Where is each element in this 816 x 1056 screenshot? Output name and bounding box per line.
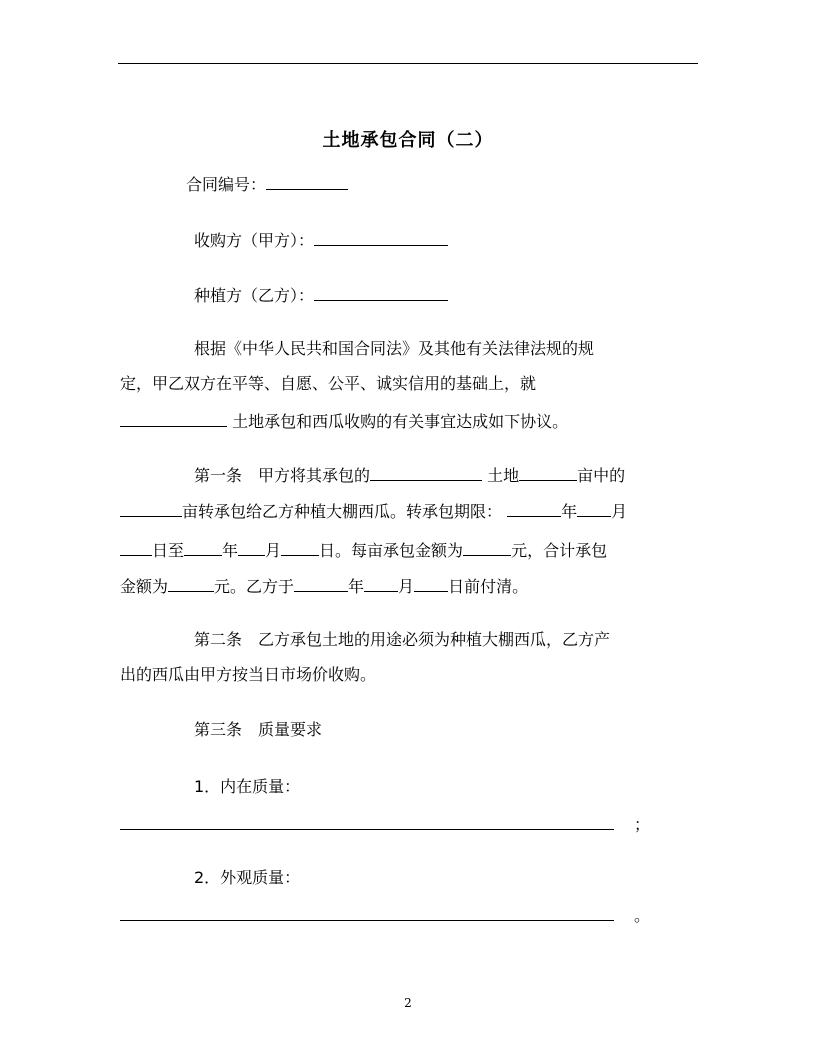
article1-line-3 [120, 538, 607, 562]
total-acre-blank [519, 463, 577, 481]
pay-month-blank [364, 574, 398, 592]
article2-line-2: 出的西瓜由甲方按当日市场价收购。 [120, 665, 377, 684]
start-month-label: 月 [611, 502, 628, 521]
header-rule [118, 63, 698, 64]
appearance-quality-blank [120, 920, 614, 921]
preamble-line-3 [120, 409, 568, 433]
total-amount-blank [168, 574, 214, 592]
price-per-acre-blank [463, 538, 511, 556]
end-year-label: 年 [222, 541, 239, 560]
article1-line-2 [120, 499, 627, 523]
start-month-blank [577, 499, 611, 517]
article1-text-5: 日至 [152, 541, 185, 560]
contract-number-blank [266, 172, 348, 190]
article1-text-7: 元，合计承包 [511, 541, 608, 560]
article3-heading: 第三条 质量要求 [194, 720, 323, 739]
pay-month-label: 月 [398, 577, 415, 596]
pay-day-blank [414, 574, 448, 592]
inner-quality-end: ； [634, 815, 651, 834]
pay-year-label: 年 [348, 577, 365, 596]
article1-line-4 [120, 574, 528, 598]
article1-line-1 [194, 463, 625, 487]
party-b-label: 种植方（乙方）： [194, 286, 315, 305]
party-a-label: 收购方（甲方）： [194, 231, 315, 250]
article1-text-8: 金额为 [120, 577, 169, 596]
page-number: 2 [404, 996, 412, 1010]
pay-year-blank [294, 574, 348, 592]
preamble-line-1: 根据《中华人民共和国合同法》及其他有关法律法规的规 [194, 339, 595, 358]
start-year-label: 年 [561, 502, 578, 521]
quality-item-2: 2．外观质量： [194, 868, 301, 887]
party-b-line [194, 283, 448, 307]
contract-number-label: 合同编号： [186, 175, 267, 194]
end-year-blank [184, 538, 222, 556]
appearance-quality-end: 。 [634, 906, 651, 925]
end-month-label: 月 [265, 541, 282, 560]
end-day-blank [281, 538, 319, 556]
article1-text-6: 日。每亩承包金额为 [319, 541, 464, 560]
document-title: 土地承包合同（二） [322, 130, 494, 151]
article1-text-9: 元。乙方于 [214, 577, 295, 596]
start-year-blank [507, 499, 561, 517]
end-month-blank [238, 538, 265, 556]
quality-item-1: 1．内在质量： [194, 777, 301, 796]
party-a-blank [314, 228, 448, 246]
start-day-blank [120, 538, 152, 556]
article1-text-10: 日前付清。 [448, 577, 529, 596]
party-a-line [194, 228, 448, 252]
article1-text-4: 亩转承包给乙方种植大棚西瓜。转承包期限： [182, 502, 503, 521]
article1-text-2: 土地 [487, 466, 520, 485]
preamble-line-3-text: 土地承包和西瓜收购的有关事宜达成如下协议。 [232, 412, 569, 431]
land-name-blank [370, 463, 482, 481]
article1-text-1: 第一条 甲方将其承包的 [194, 466, 371, 485]
article2-line-1: 第二条 乙方承包土地的用途必须为种植大棚西瓜，乙方产 [194, 630, 611, 649]
party-b-blank [314, 283, 448, 301]
sublet-acre-blank [120, 499, 182, 517]
inner-quality-blank [120, 829, 614, 830]
land-location-blank [120, 409, 227, 427]
article1-text-3: 亩中的 [577, 466, 626, 485]
preamble-line-2: 定，甲乙双方在平等、自愿、公平、诚实信用的基础上，就 [120, 374, 537, 393]
contract-number-line [186, 172, 348, 196]
